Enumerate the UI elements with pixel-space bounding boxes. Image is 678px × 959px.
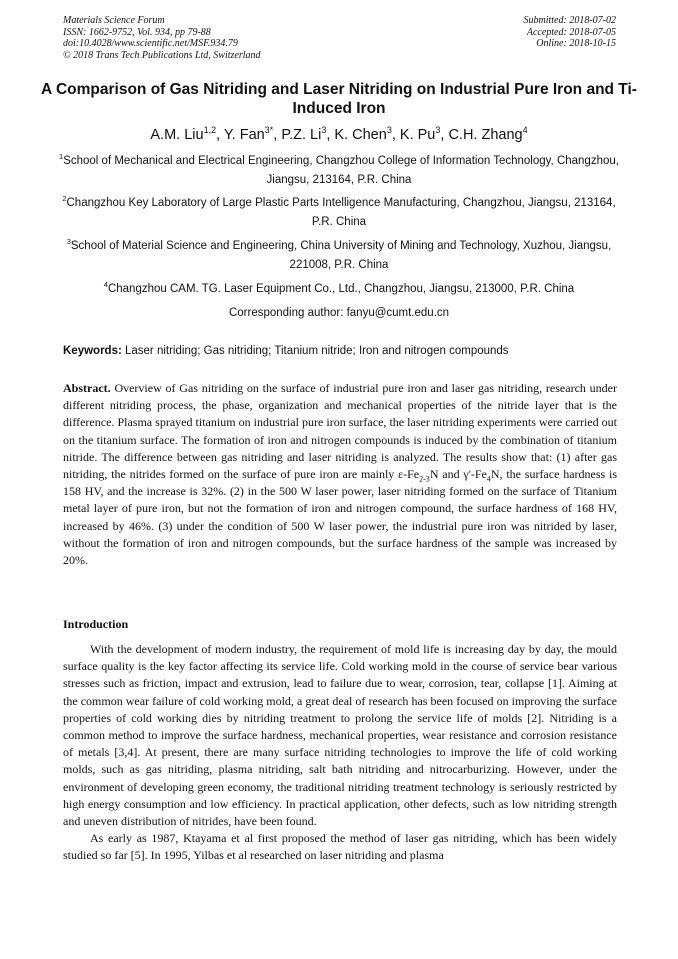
doi-line: doi:10.4028/www.scientific.net/MSF.934.79: [63, 38, 238, 49]
affiliation: $^3$School of Material Science and Engineering, China University of Mining and Technology, Xuzhou, Jiangsu, 221008, P.R. China: [66, 237, 612, 271]
abstract: Abstract. Overview of Gas nitriding on the surface of industrial pure iron and laser gas nitriding, research under different nitriding process, the phase, organization and mechanical properties of the nitride layer that is the difference. Plasma sprayed titanium on industrial pure iron surface, the laser nitriding experiments were carried out on the titanium surface. The formation of iron and nitrogen compounds is induced by the combination of titanium nitride. The difference between gas nitriding and laser nitriding is analyzed. The results show that: (1) after gas nitriding, the nitrides formed on the surface of pure iron are mainly $\varepsilon-Fe_{2-3}N$ and $\gamma'-Fe_4N$, the surface hardness is 158 HV, and the increase is 32%. (2) in the 500 W laser power, laser nitriding formed on the surface of Titanium metal layer of pure iron, but not the formation of iron and nitrogen compound, the surface hardness of 168 HV, increased by 46%. (3) under the condition of 500 W laser power, the industrial pure iron was nitrided by laser, without the formation of iron and nitrogen compounds, but the surface hardness of the sample was increased by 20%.: [63, 381, 617, 568]
author: K. Chen$^3$,: [334, 125, 400, 143]
journal-name: Materials Science Forum: [63, 15, 165, 26]
abstract-label: Abstract.: [63, 381, 111, 395]
paper-title: A Comparison of Gas Nitriding and Laser Nitriding on Industrial Pure Iron and Ti-Induced Iron: [41, 81, 637, 117]
section-heading-introduction: Introduction: [63, 617, 129, 631]
copyright-line: © 2018 Trans Tech Publications Ltd, Switzerland: [63, 49, 261, 61]
publication-info: [63, 15, 261, 61]
paragraph: With the development of modern industry, the requirement of mold life is increasing day by day, the mould surface quality is the key factor affecting its service life. Cold working mold in the course of service bear various stresses such as friction, impact and extrusion, lead to failure due to wear, corrosion, tear, collapse [1]. Aiming at the common wear failure of cold working mold, a great deal of research has been focused on improving the surface properties of cold working dies by nitriding treatment to prolong the service life of molds [2]. Nitriding is a common method to improve the surface hardness, mechanical properties, wear resistance and corrosion resistance of metals [3,4]. At present, there are many surface nitriding technologies to improve the life of cold working molds, such as gas nitriding, plasma nitriding, salt bath nitriding and nitrocarburizing. However, under the environment of developing green economy, the traditional nitriding treatment technology is seriously restricted by high energy consumption and low efficiency. In practical application, other defects, such as low nitriding strength and uneven distribution of nitrides, have been found.: [63, 642, 617, 829]
introduction-body: [63, 641, 617, 865]
keywords: [63, 344, 618, 359]
paragraph: As early as 1987, Ktayama et al first proposed the method of laser gas nitriding, which has been widely studied so far [5]. In 1995, Yilbas et al researched on laser nitriding and plasma: [63, 831, 617, 863]
submitted-date: Submitted: 2018-07-02: [523, 15, 616, 26]
author: Y. Fan$^{3*}$,: [223, 125, 282, 143]
issn-line: ISSN: 1662-9752, Vol. 934, pp 79-88: [63, 26, 211, 38]
author: C.H. Zhang$^4$: [448, 125, 528, 143]
author: K. Pu$^3$,: [399, 125, 449, 143]
affiliation: $^4$Changzhou CAM. TG. Laser Equipment Co., Ltd., Changzhou, Jiangsu, 213000, P.R. China: [103, 280, 575, 295]
online-date: Online: 2018-10-15: [536, 38, 616, 49]
corresponding-author: Corresponding author: fanyu@cumt.edu.cn: [228, 307, 450, 319]
keywords-text: Laser nitriding; Gas nitriding; Titanium nitride; Iron and nitrogen compounds: [125, 345, 509, 357]
affiliation: $^1$School of Mechanical and Electrical Engineering, Changzhou College of Information Technology, Changzhou, Jiangsu, 213164, P.R. China: [59, 152, 619, 186]
publication-dates: [524, 15, 617, 50]
author-list: [40, 126, 638, 144]
accepted-date: Accepted: 2018-07-05: [526, 26, 616, 38]
author: A.M. Liu$^{1,2}$,: [150, 125, 224, 143]
author: P.Z. Li$^3$,: [281, 125, 335, 143]
keywords-label: Keywords:: [63, 345, 122, 357]
affiliation: $^2$Changzhou Key Laboratory of Large Plastic Parts Intelligence Manufacturing, Changzhou, Jiangsu, 213164, P.R. China: [62, 194, 616, 228]
